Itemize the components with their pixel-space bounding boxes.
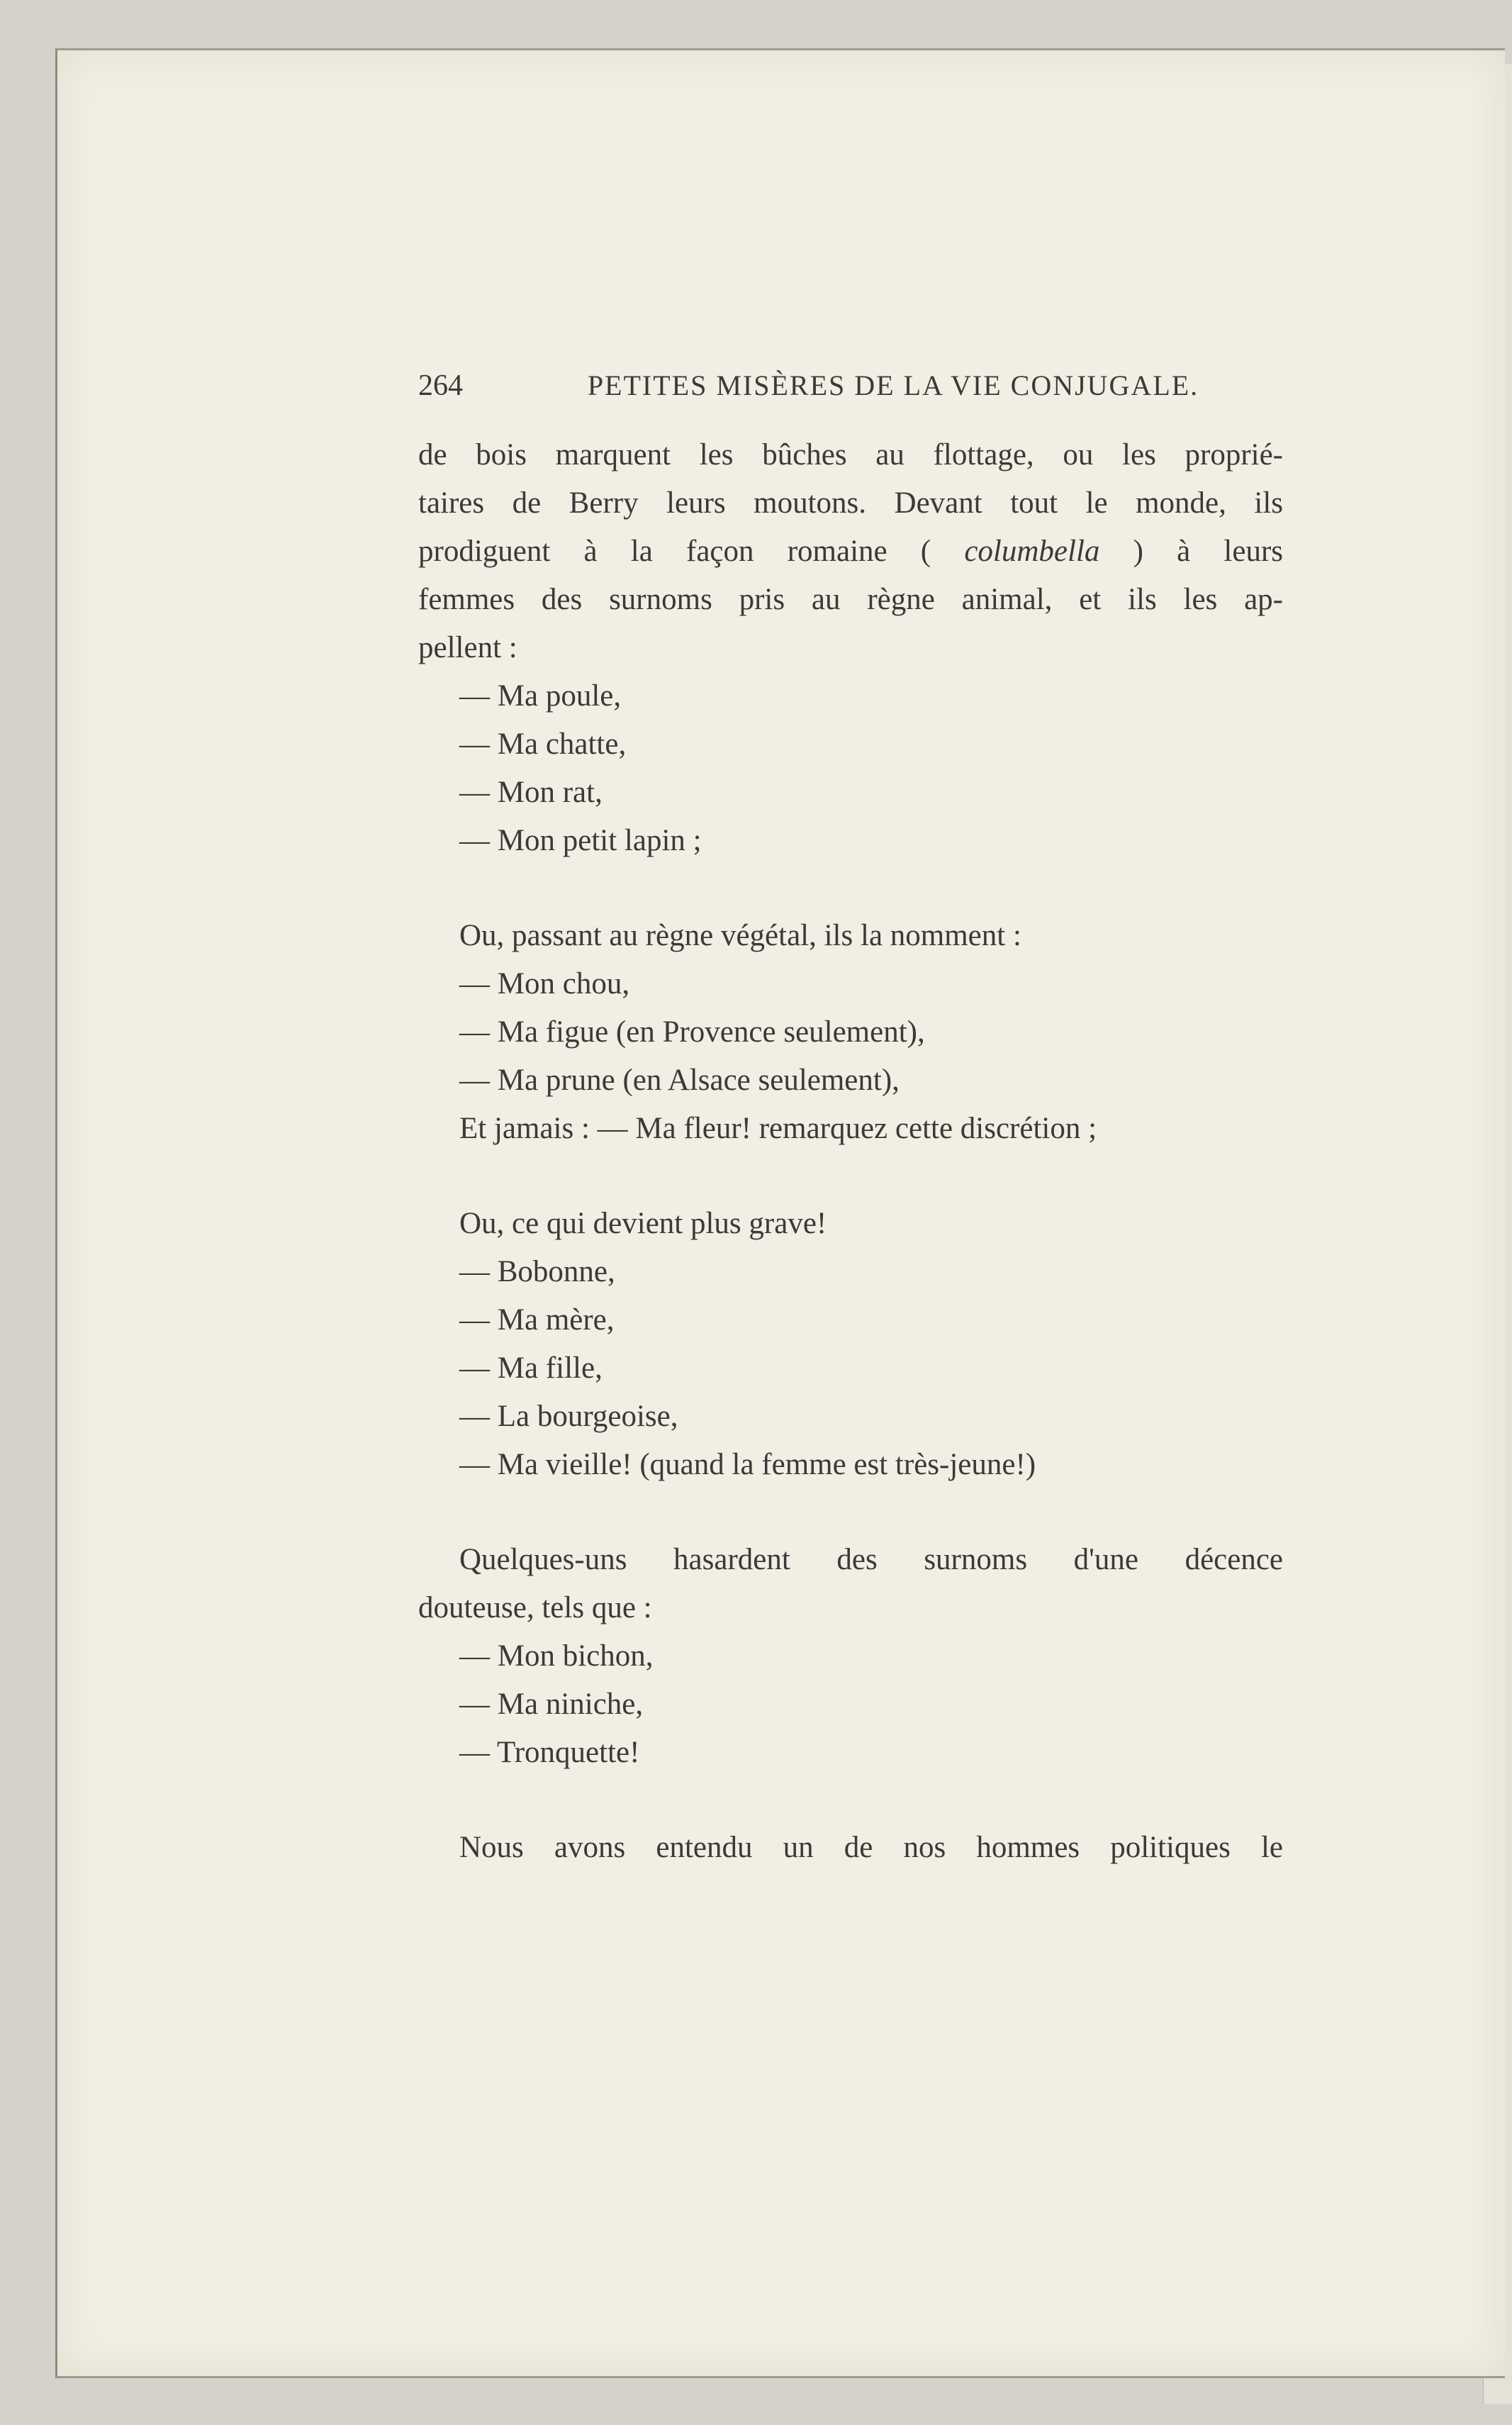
list-item: — Ma fille, — [459, 1351, 603, 1385]
body-line: de bois marquent les bûches au flottage, ou les proprié- — [418, 438, 1283, 472]
paragraph-gap — [418, 865, 1283, 912]
list-item: — Ma vieille! (quand la femme est très-jeune!) — [459, 1448, 1036, 1481]
list-item: — La bourgeoise, — [459, 1400, 678, 1433]
list-item: — Bobonne, — [459, 1255, 615, 1288]
page-number: 264 — [418, 369, 463, 402]
list-item: — Ma prune (en Alsace seulement), — [459, 1064, 900, 1097]
running-title: PETITES MISÈRES DE LA VIE CONJUGALE. — [587, 369, 1199, 401]
body-line: pellent : — [418, 631, 517, 664]
body-line: Et jamais : — Ma fleur! remarquez cette discrétion ; — [459, 1112, 1097, 1145]
paragraph-gap — [418, 1153, 1283, 1200]
list-item: — Ma mère, — [459, 1303, 615, 1337]
text-span: prodiguent à la façon romaine ( — [418, 535, 931, 568]
body-line: douteuse, tels que : — [418, 1591, 652, 1624]
list-item: — Mon chou, — [459, 967, 630, 1000]
list-item: — Mon petit lapin ; — [459, 824, 702, 857]
paragraph-gap — [418, 1777, 1283, 1824]
paragraph-gap — [418, 1489, 1283, 1536]
list-item: — Mon bichon, — [459, 1639, 654, 1673]
body-line: Ou, passant au règne végétal, ils la nomment : — [459, 919, 1021, 952]
list-item: — Tronquette! — [459, 1736, 640, 1769]
body-line: Nous avons entendu un de nos hommes politiques le — [459, 1831, 1283, 1864]
page-header — [418, 369, 1283, 418]
list-item: — Ma poule, — [459, 679, 622, 713]
list-item: — Mon rat, — [459, 776, 603, 809]
list-item: — Ma figue (en Provence seulement), — [459, 1015, 925, 1049]
latin-term: columbella — [964, 535, 1100, 568]
list-item: — Ma chatte, — [459, 728, 627, 761]
body-line: Ou, ce qui devient plus grave! — [459, 1207, 827, 1240]
body-line: Quelques-uns hasardent des surnoms d'une décence — [459, 1543, 1283, 1576]
body-line: femmes des surnoms pris au règne animal, et ils les ap- — [418, 583, 1283, 616]
body-line: taires de Berry leurs moutons. Devant tout le monde, ils — [418, 486, 1283, 520]
body-line — [418, 528, 1283, 576]
text-block — [418, 369, 1283, 1872]
text-span: ) à leurs — [1133, 535, 1283, 568]
list-item: — Ma niniche, — [459, 1688, 644, 1721]
